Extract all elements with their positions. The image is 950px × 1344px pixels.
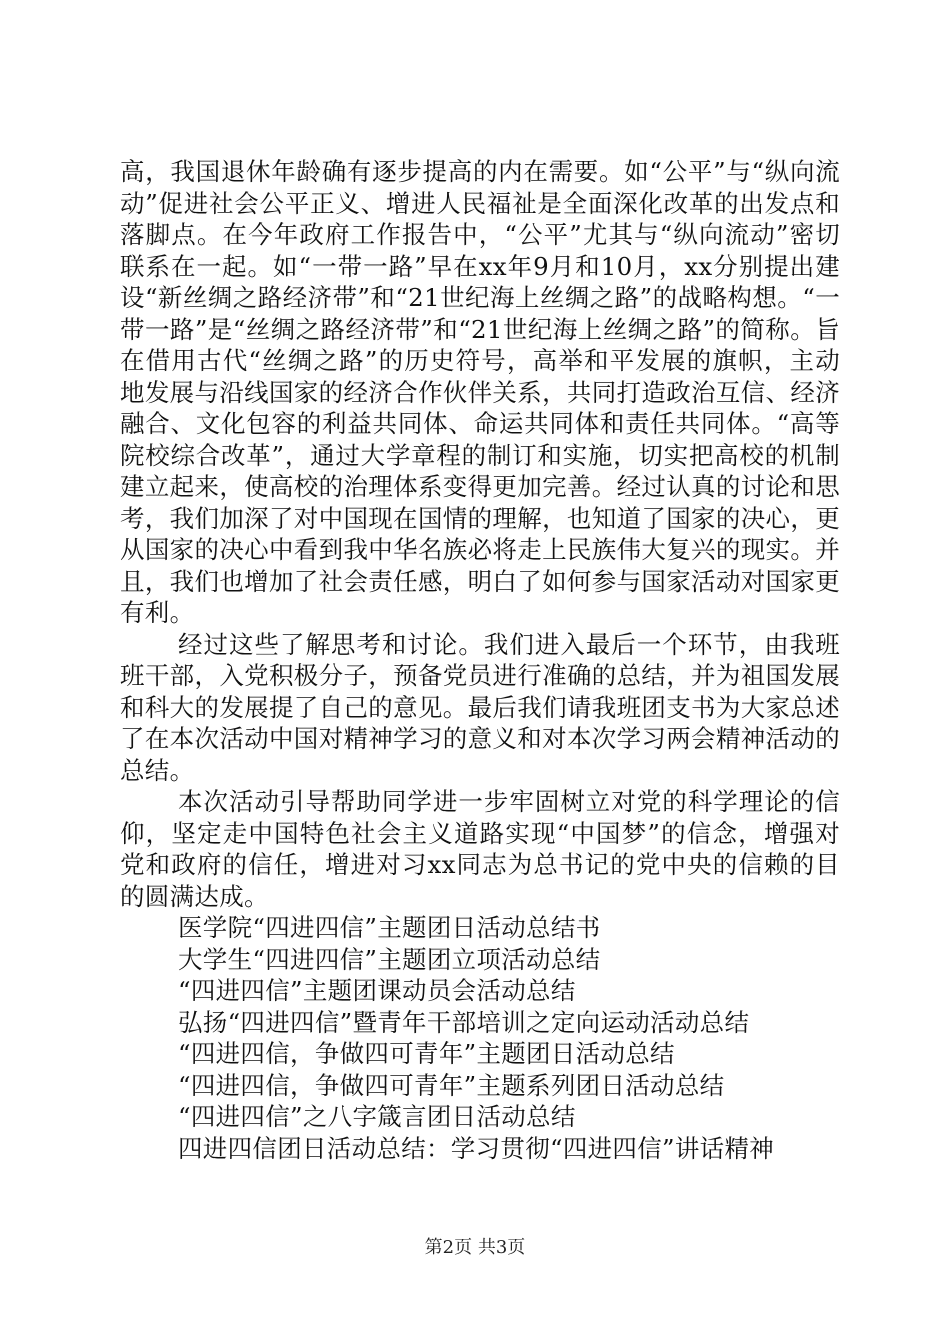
body-paragraph-continued: 高，我国退休年龄确有逐步提高的内在需要。如“公平”与“纵向流动”促进社会公平正义、增进人民福祉是全面深化改革的出发点和落脚点。在今年政府工作报告中，“公平”尤其与“纵向流动”密切联系在一起。如“一带一路”早在xx年9月和10月，xx分别提出建设“新丝绸之路经济带”和“21世纪海上丝绸之路”的战略构想。“一带一路”是“丝绸之路经济带”和“21世纪海上丝绸之路”的简称。旨在借用古代“丝绸之路”的历史符号，高举和平发展的旗帜，主动地发展与沿线国家的经济合作伙伴关系，共同打造政治互信、经济融合、文化包容的利益共同体、命运共同体和责任共同体。“高等院校综合改革”，通过大学章程的制订和实施，切实把高校的机制建立起来，使高校的治理体系变得更加完善。经过认真的讨论和思考，我们加深了对中国现在国情的理解，也知道了国家的决心，更从国家的决心中看到我中华名族必将走上民族伟大复兴的现实。并且，我们也增加了社会责任感，明白了如何参与国家活动对国家更有利。 [120, 157, 840, 627]
related-title-item: 大学生“四进四信”主题团立项活动总结 [178, 944, 601, 974]
page-footer: 第2页 共3页 [424, 1237, 526, 1258]
related-title-item: 医学院“四进四信”主题团日活动总结书 [178, 913, 601, 942]
document-body [120, 156, 840, 1164]
related-title-item: 弘扬“四进四信”暨青年干部培训之定向运动活动总结 [178, 1007, 750, 1037]
related-title-item: “四进四信”主题团课动员会活动总结 [178, 976, 576, 1005]
related-title-item: “四进四信”之八字箴言团日活动总结 [178, 1102, 576, 1131]
related-titles-list [120, 912, 840, 1164]
body-paragraph-summary: 经过这些了解思考和讨论。我们进入最后一个环节，由我班班干部，入党积极分子，预备党员进行准确的总结，并为祖国发展和科大的发展提了自己的意见。最后我们请我班团支书为大家总述了在本次活动中国对精神学习的意义和对本次学习两会精神活动的总结。 [120, 629, 840, 785]
related-title-item: 四进四信团日活动总结：学习贯彻“四进四信”讲话精神 [178, 1133, 775, 1163]
related-title-item: “四进四信，争做四可青年”主题团日活动总结 [178, 1039, 675, 1068]
body-paragraph-conclusion: 本次活动引导帮助同学进一步牢固树立对党的科学理论的信仰，坚定走中国特色社会主义道路实现“中国梦”的信念，增强对党和政府的信任，增进对习xx同志为总书记的党中央的信赖的目的圆满达成。 [120, 787, 840, 911]
related-title-item: “四进四信，争做四可青年”主题系列团日活动总结 [178, 1070, 725, 1100]
